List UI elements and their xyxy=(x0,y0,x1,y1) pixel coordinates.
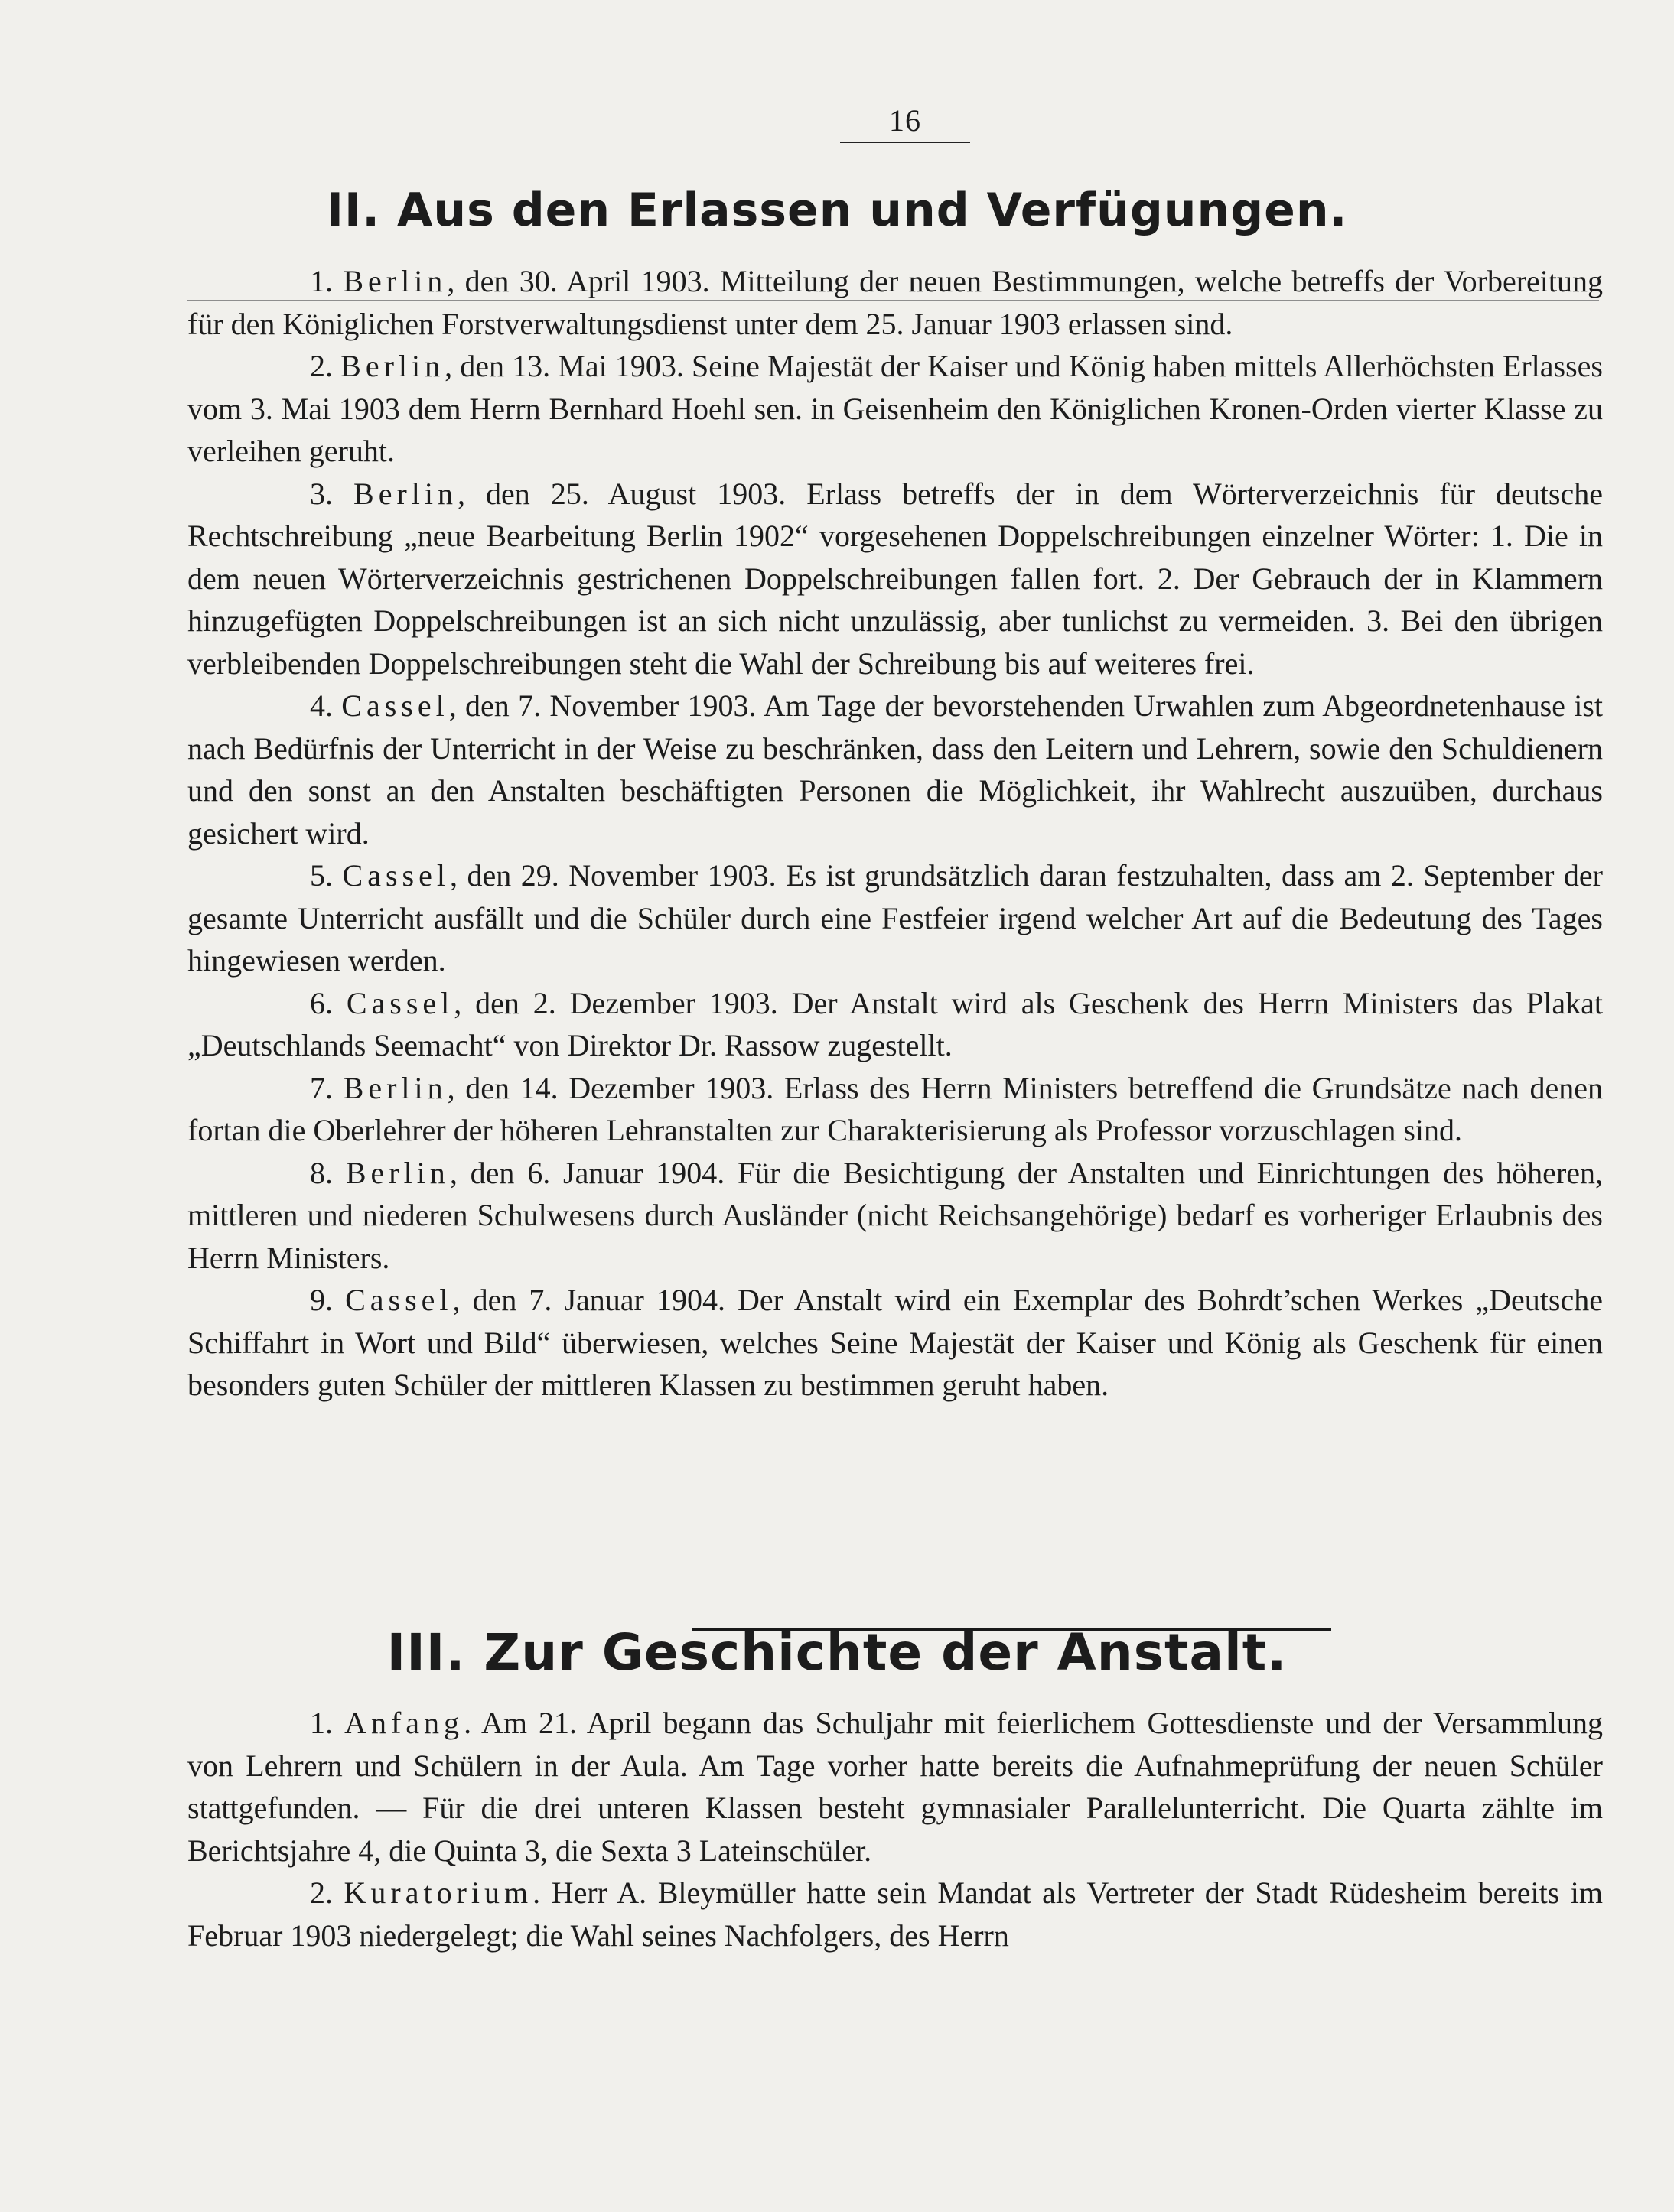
list-item: 5. Cassel, den 29. November 1903. Es ist grundsätzlich daran festzuhalten, dass am 2. September der gesamte Unterricht ausfällt und die Schüler durch eine Festfeier irgend welcher Art auf die Bedeutung des Tages hingewiesen werden. xyxy=(187,858,1603,978)
list-item: 1. Anfang. Am 21. April begann das Schuljahr mit feierlichem Gottesdienste und der Versammlung von Lehrern und Schülern in der Aula. Am Tage vorher hatte bereits die Aufnahmeprüfung der neuen Schüler stattgefunden. — Für die drei unteren Klassen besteht gymnasialer Parallelunterricht. Die Quarta zählte im Berichtsjahre 4, die Quinta 3, die Sexta 3 Lateinschüler. xyxy=(187,1706,1604,1868)
section-body-erlasse xyxy=(187,260,1603,1407)
page-number: 16 xyxy=(840,102,970,143)
list-item: 6. Cassel, den 2. Dezember 1903. Der Anstalt wird als Geschenk des Herrn Ministers das Plakat „Deutschlands Seemacht“ von Direktor Dr. Rassow zugestellt. xyxy=(187,985,1604,1062)
list-item: 8. Berlin, den 6. Januar 1904. Für die Besichtigung der Anstalten und Einrichtungen des höheren, mittleren und niederen Schulwesens durch Ausländer (nicht Reichsangehörige) bedarf es vorheriger Erlaubnis des Herrn Ministers. xyxy=(187,1155,1604,1275)
list-item: 2. Berlin, den 13. Mai 1903. Seine Majestät der Kaiser und König haben mittels Allerhöchsten Erlasses vom 3. Mai 1903 dem Herrn Bernhard Hoehl sen. in Geisenheim den Königlichen Kronen-Orden vierter Klasse zu verleihen geruht. xyxy=(187,349,1603,468)
list-item: 7. Berlin, den 14. Dezember 1903. Erlass des Herrn Ministers betreffend die Grundsätze nach denen fortan die Oberlehrer der höheren Lehranstalten zur Charakterisierung als Professor vorzuschlagen sind. xyxy=(187,1070,1604,1147)
section-title-erlasse: II. Aus den Erlassen und Verfügungen. xyxy=(326,184,1348,237)
section-title-geschichte: III. Zur Geschichte der Anstalt. xyxy=(386,1623,1288,1682)
list-item: 1. Berlin, den 30. April 1903. Mitteilung der neuen Bestimmungen, welche betreffs der Vorbereitung für den Königlichen Forstverwaltungsdienst unter dem 25. Januar 1903 erlassen sind. xyxy=(187,264,1604,341)
list-item: 3. Berlin, den 25. August 1903. Erlass betreffs der in dem Wörterverzeichnis für deutsche Rechtschreibung „neue Bearbeitung Berlin 1902“ vorgesehenen Doppelschreibungen einzelner Wörter: 1. Die in dem neuen Wörterverzeichnis gestrichenen Doppelschreibungen fallen fort. 2. Der Gebrauch der in Klammern hinzugefügten Doppelschreibungen ist an sich nicht unzulässig, aber tunlichst zu vermeiden. 3. Bei den übrigen verbleibenden Doppelschreibungen steht die Wahl der Schreibung bis auf weiteres frei. xyxy=(187,476,1603,681)
list-item: 9. Cassel, den 7. Januar 1904. Der Anstalt wird ein Exemplar des Bohrdt’schen Werkes „Deutsche Schiffahrt in Wort und Bild“ überwiesen, welches Seine Majestät der Kaiser und König als Geschenk für einen besonders guten Schüler der mittleren Klassen zu bestimmen geruht haben. xyxy=(187,1283,1603,1402)
list-item: 2. Kuratorium. Herr A. Bleymüller hatte sein Mandat als Vertreter der Stadt Rüdesheim bereits im Februar 1903 niedergelegt; die Wahl seines Nachfolgers, des Herrn xyxy=(187,1875,1603,1953)
section-body-geschichte xyxy=(187,1702,1603,1957)
list-item: 4. Cassel, den 7. November 1903. Am Tage der bevorstehenden Urwahlen zum Abgeordnetenhause ist nach Bedürfnis der Unterricht in der Weise zu beschränken, dass den Leitern und Lehrern, sowie den Schuldienern und den sonst an den Anstalten beschäftigten Personen die Möglichkeit, ihr Wahlrecht auszuüben, durchaus gesichert wird. xyxy=(187,688,1603,851)
